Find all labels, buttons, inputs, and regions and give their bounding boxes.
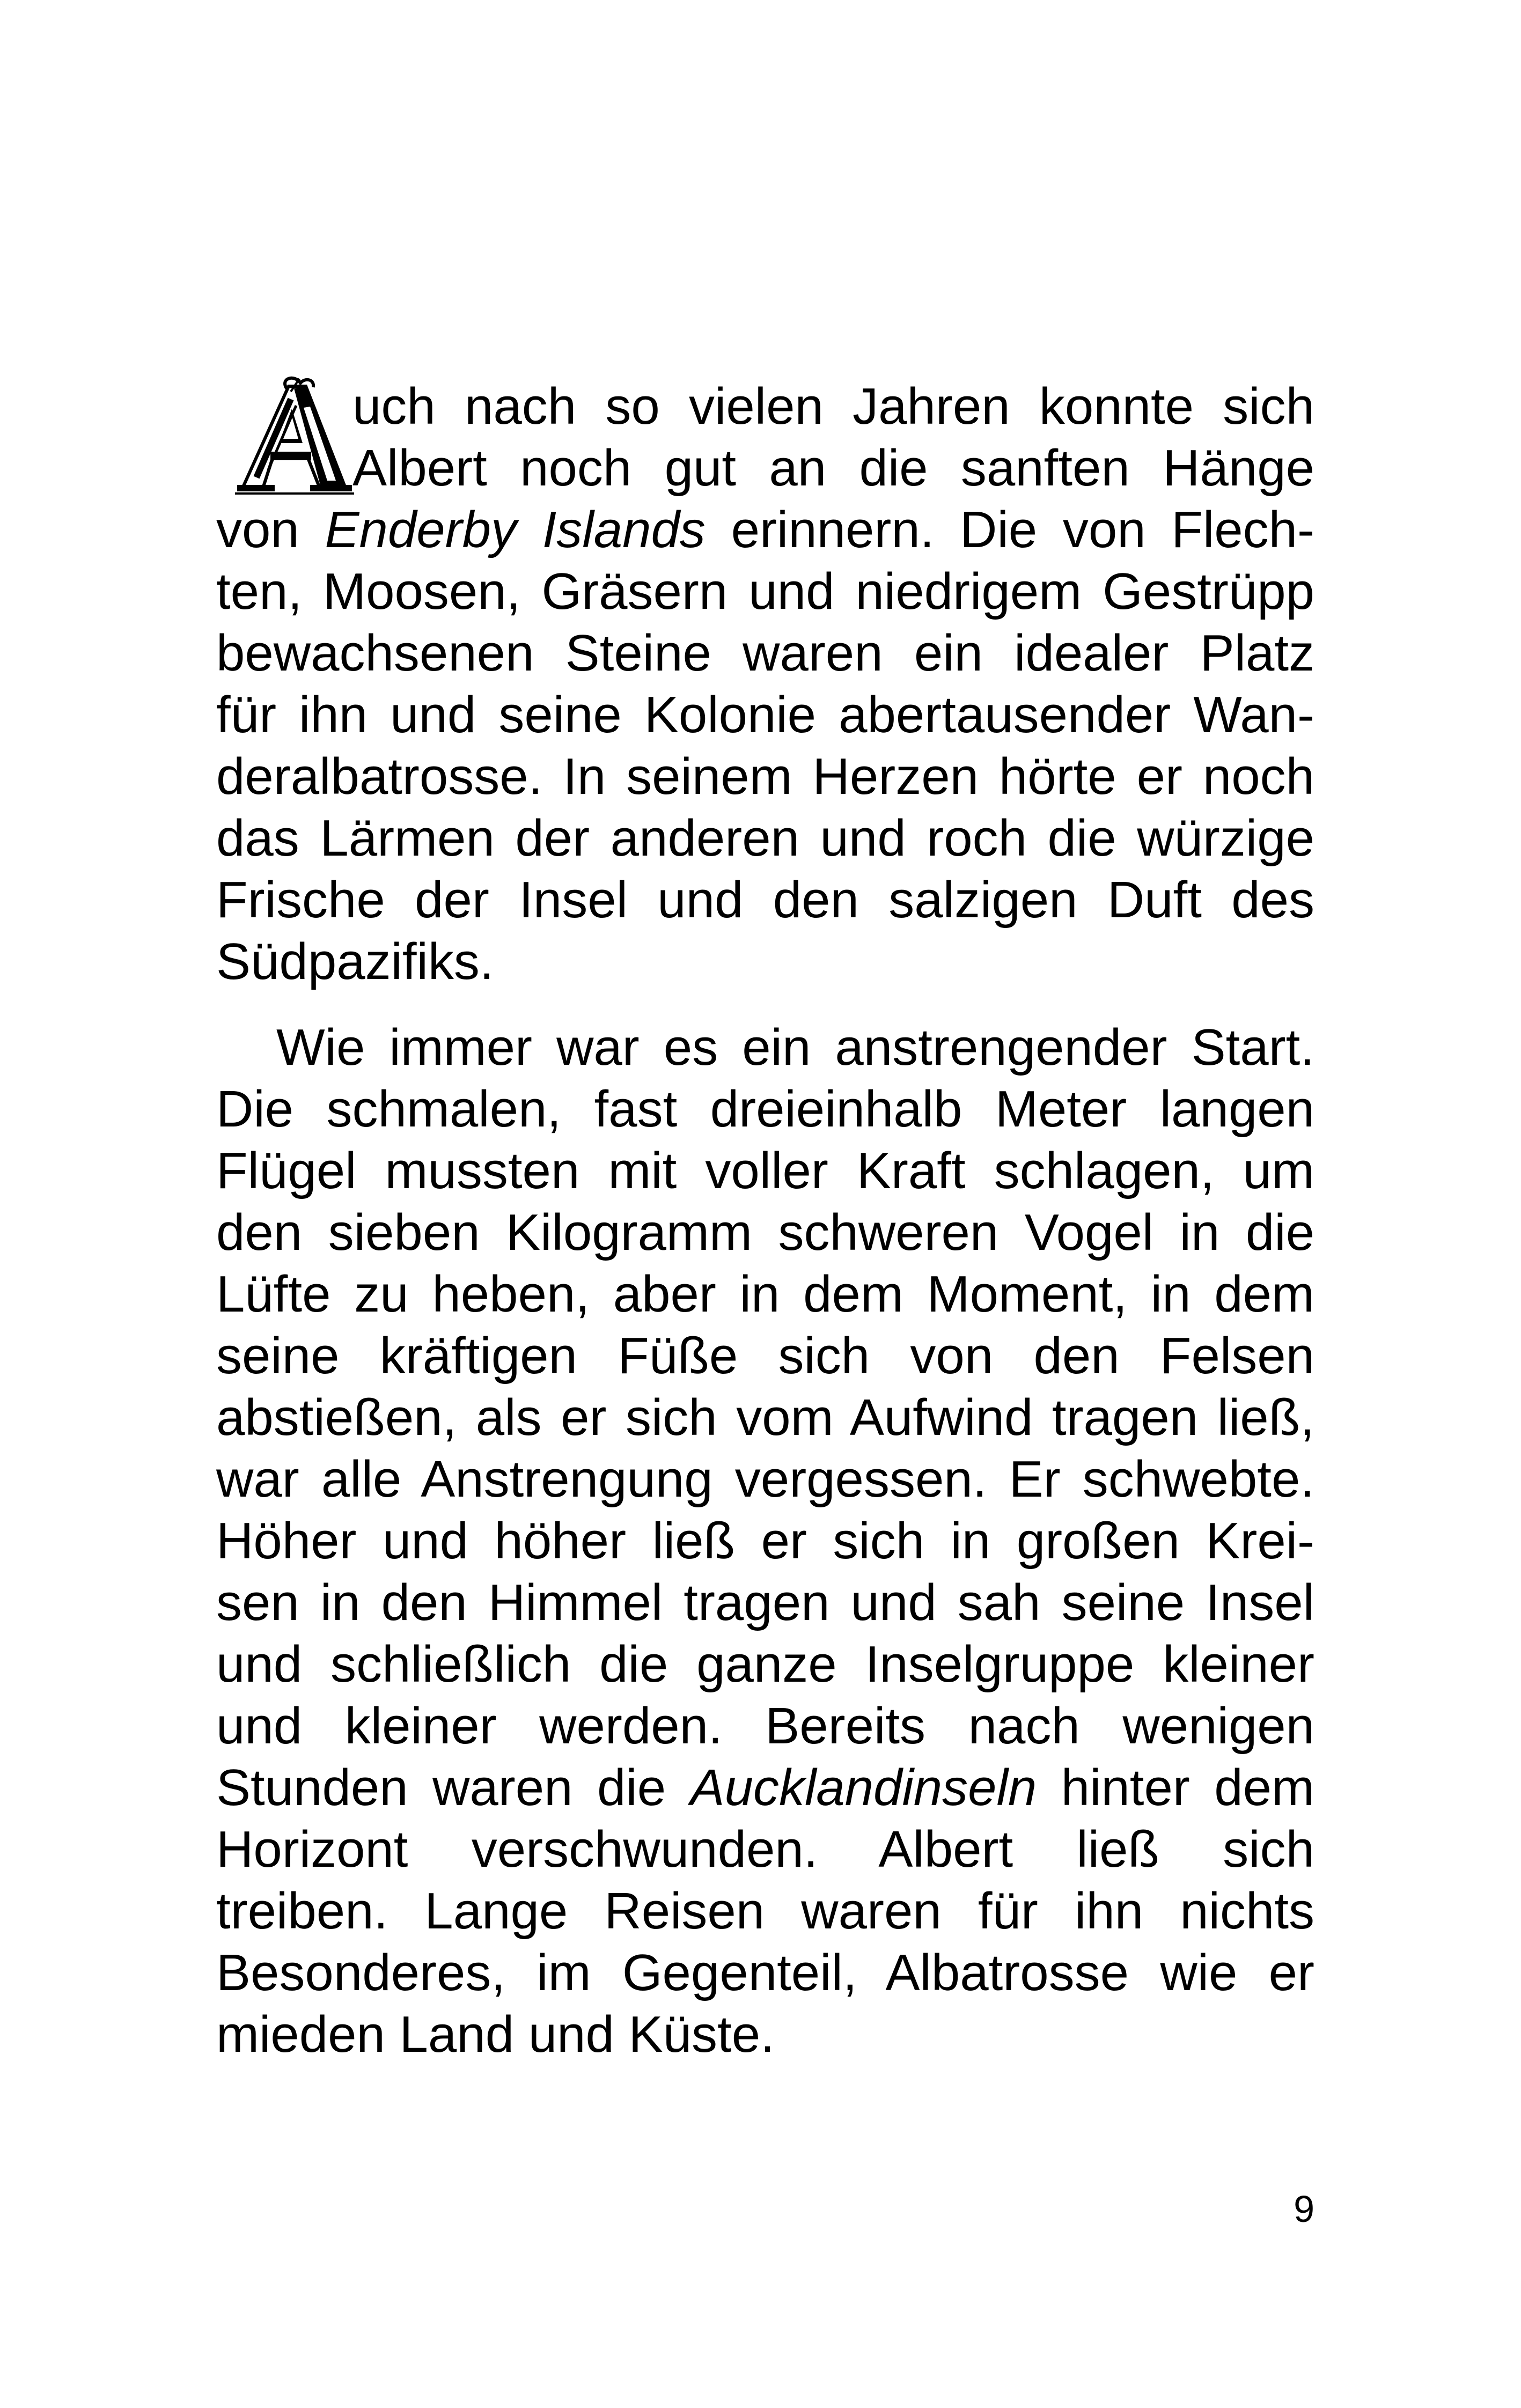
text-line: Südpazifiks.	[216, 933, 494, 990]
text-line: für ihn und seine Kolonie abertausender Wan-	[216, 686, 1314, 743]
text-line: Wie immer war es ein anstrengender Start.	[276, 1019, 1314, 1076]
text-line: Besonderes, im Gegenteil, Albatrosse wie er	[216, 1944, 1314, 2001]
text-line: ten, Moosen, Gräsern und niedrigem Gestrüpp	[216, 563, 1314, 620]
text-line: Horizont verschwunden. Albert ließ sich	[216, 1821, 1314, 1878]
text-line: abstießen, als er sich vom Aufwind tragen ließ,	[216, 1389, 1314, 1446]
text-line: und kleiner werden. Bereits nach wenigen	[216, 1697, 1314, 1755]
text-line	[216, 1757, 1314, 1818]
text-line: Frische der Insel und den salzigen Duft des	[216, 871, 1314, 929]
text-run: Stunden waren die	[216, 1759, 690, 1816]
text-line: deralbatrosse. In seinem Herzen hörte er noch	[216, 748, 1314, 805]
text-run: erinnern. Die von Flech-	[705, 501, 1315, 558]
text-line: war alle Anstrengung vergessen. Er schwebte.	[216, 1450, 1314, 1508]
text-line: Die schmalen, fast dreieinhalb Meter langen	[216, 1080, 1314, 1138]
text-line: Albert noch gut an die sanften Hänge	[352, 439, 1314, 497]
text-line: bewachsenen Steine waren ein idealer Platz	[216, 624, 1314, 682]
italic-place-name: Aucklandinseln	[690, 1759, 1037, 1816]
text-line: Höher und höher ließ er sich in großen Krei-	[216, 1512, 1314, 1570]
text-line: und schließlich die ganze Inselgruppe kleiner	[216, 1636, 1314, 1693]
text-run: hinter dem	[1037, 1759, 1315, 1816]
text-line: seine kräftigen Füße sich von den Felsen	[216, 1327, 1314, 1385]
text-line: sen in den Himmel tragen und sah seine Insel	[216, 1574, 1314, 1631]
text-line	[216, 499, 1314, 561]
drop-cap-letter	[235, 375, 354, 496]
drop-cap-glyph	[235, 375, 354, 496]
text-line: das Lärmen der anderen und roch die würzige	[216, 809, 1314, 867]
page-number: 9	[1294, 2188, 1314, 2230]
text-line: Lüfte zu heben, aber in dem Moment, in dem	[216, 1265, 1314, 1323]
italic-place-name: Enderby Islands	[325, 501, 706, 558]
text-line: den sieben Kilogramm schweren Vogel in die	[216, 1204, 1314, 1261]
text-line: Flügel mussten mit voller Kraft schlagen, um	[216, 1142, 1314, 1199]
text-line: uch nach so vielen Jahren konnte sich	[352, 378, 1314, 435]
text-line: treiben. Lange Reisen waren für ihn nichts	[216, 1882, 1314, 1940]
text-line: mieden Land und Küste.	[216, 2006, 775, 2063]
text-run: von	[216, 501, 325, 558]
